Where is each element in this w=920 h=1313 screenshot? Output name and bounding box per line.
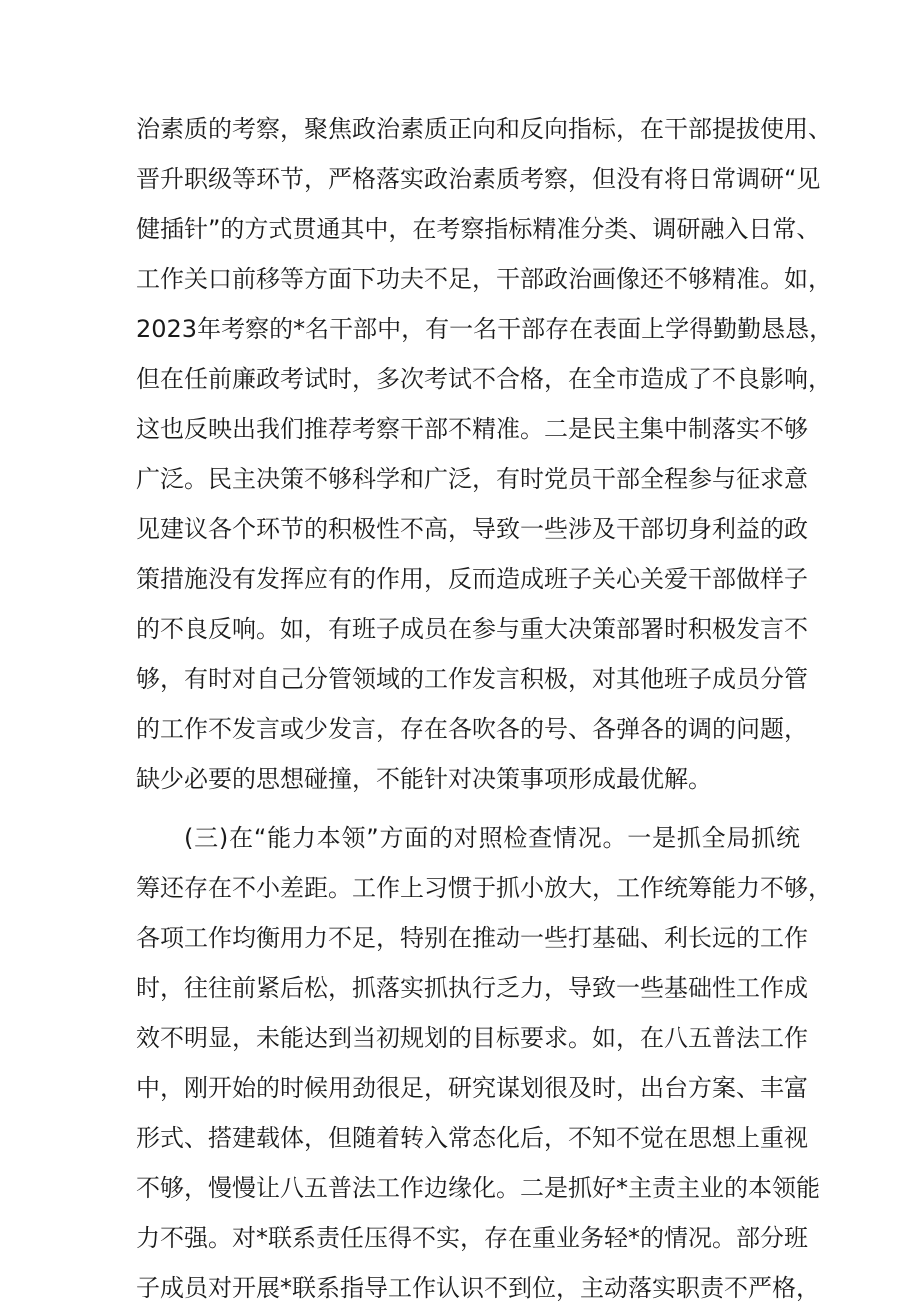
text-line: 不够，慢慢让八五普法工作边缘化。二是抓好*主责主业的本领能 xyxy=(136,1174,820,1202)
text-line: 广泛。民主决策不够科学和广泛，有时党员干部全程参与征求意 xyxy=(136,465,808,493)
paragraph-2 xyxy=(136,813,832,1313)
body-text xyxy=(136,104,834,1313)
text-line: 晋升职级等环节，严格落实政治素质考察，但没有将日常调研“见 xyxy=(136,165,821,193)
text-line: 策措施没有发挥应有的作用，反而造成班子关心关爱干部做样子 xyxy=(136,565,808,593)
paragraph-1 xyxy=(136,104,834,804)
text-line: 的不良反响。如，有班子成员在参与重大决策部署时积极发言不 xyxy=(136,615,808,643)
text-line: 工作关口前移等方面下功夫不足，干部政治画像还不够精准。如， xyxy=(136,265,832,293)
text-line: 的工作不发言或少发言，存在各吹各的号、各弹各的调的问题， xyxy=(136,715,808,743)
text-line: (三)在“能力本领”方面的对照检查情况。一是抓全局抓统 xyxy=(184,824,800,852)
text-line: 这也反映出我们推荐考察干部不精准。二是民主集中制落实不够 xyxy=(136,415,808,443)
text-line: 时，往往前紧后松，抓落实抓执行乏力，导致一些基础性工作成 xyxy=(136,974,808,1002)
text-line: 筹还存在不小差距。工作上习惯于抓小放大，工作统筹能力不够， xyxy=(136,874,832,902)
text-line: 够，有时对自己分管领域的工作发言积极，对其他班子成员分管 xyxy=(136,665,808,693)
text-line: 治素质的考察，聚焦政治素质正向和反向指标，在干部提拔使用、 xyxy=(136,115,832,143)
text-line: 形式、搭建载体，但随着转入常态化后，不知不觉在思想上重视 xyxy=(136,1124,808,1152)
text-line: 2023年考察的*名干部中，有一名干部存在表面上学得勤勤恳恳， xyxy=(136,315,834,343)
text-line: 缺少必要的思想碰撞，不能针对决策事项形成最优解。 xyxy=(136,765,712,793)
text-line: 子成员对开展*联系指导工作认识不到位，主动落实职责不严格， xyxy=(136,1274,820,1302)
text-line: 各项工作均衡用力不足，特别在推动一些打基础、利长远的工作 xyxy=(136,924,808,952)
text-line: 效不明显，未能达到当初规划的目标要求。如，在八五普法工作 xyxy=(136,1024,808,1052)
text-line: 见建议各个环节的积极性不高，导致一些涉及干部切身利益的政 xyxy=(136,515,808,543)
text-line: 但在任前廉政考试时，多次考试不合格，在全市造成了不良影响， xyxy=(136,365,832,393)
text-line: 力不强。对*联系责任压得不实，存在重业务轻*的情况。部分班 xyxy=(136,1224,808,1252)
text-line: 健插针”的方式贯通其中，在考察指标精准分类、调研融入日常、 xyxy=(136,215,821,243)
text-line: 中，刚开始的时候用劲很足，研究谋划很及时，出台方案、丰富 xyxy=(136,1074,808,1102)
